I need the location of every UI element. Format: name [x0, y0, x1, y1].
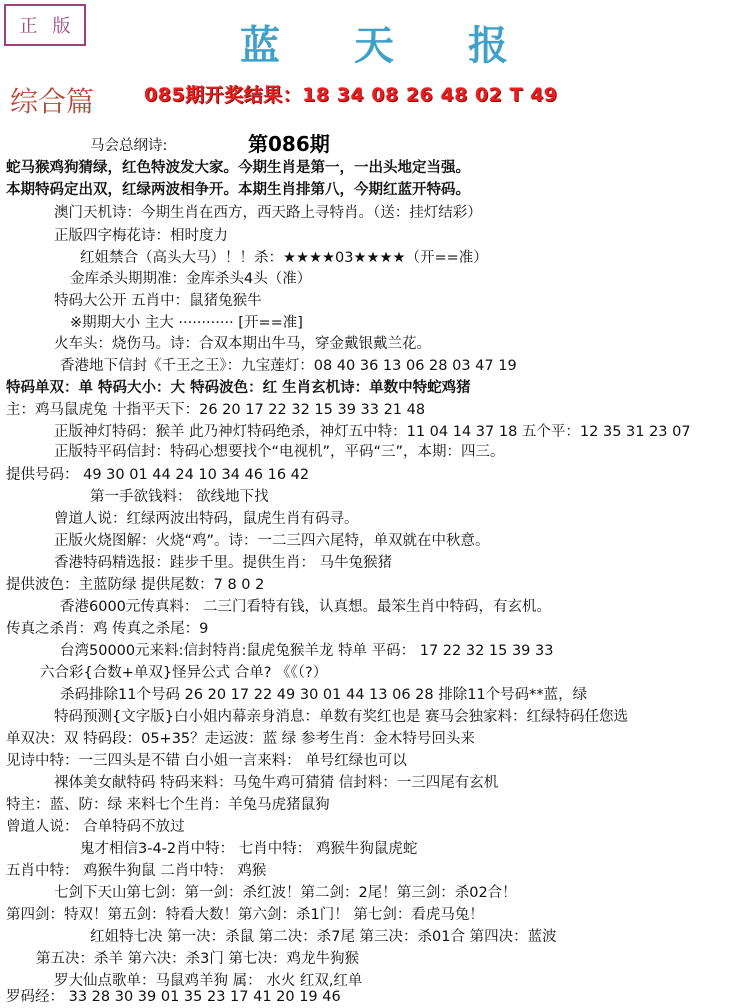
text-line: 传真之杀肖：鸡 传真之杀尾：9 — [6, 621, 209, 637]
text-line: 第四剑：特双！第五剑：特看大数！第六剑：杀1门！ 第七剑：看虎马兔！ — [6, 907, 484, 923]
text-line: 提供号码： 49 30 01 44 24 10 34 46 16 42 — [6, 467, 310, 483]
title-char: 蓝 — [240, 22, 282, 69]
text-line: 杀码排除11个号码 26 20 17 22 49 30 01 44 13 06 28 排除11个号码**蓝，绿 — [60, 687, 588, 703]
text-line: 六合彩{合数+单双}怪异公式 合单? 《《（?） — [40, 665, 328, 681]
title-char: 天 — [354, 22, 396, 69]
authentic-badge — [4, 4, 86, 46]
section-heading: 综合篇 — [10, 85, 95, 118]
text-line: 主：鸡马鼠虎兔 十指平天下：26 20 17 22 32 15 39 33 21 48 — [6, 402, 426, 418]
text-line: 曾道人说： 合单特码不放过 — [6, 819, 185, 835]
text-line: 正版神灯特码：猴羊 此乃神灯特码绝杀，神灯五中特：11 04 14 37 18 五个平：12 35 31 23 07 — [54, 424, 691, 440]
text-line: 金库杀头期期准：金库杀头4头（准） — [70, 271, 312, 287]
text-line: 特主：蓝、防：绿 来料七个生肖：羊兔马虎猪鼠狗 — [6, 797, 330, 813]
title-char: 报 — [468, 22, 510, 69]
text-line: 香港特码精选报：跬步千里。提供生肖： 马牛兔猴猪 — [54, 555, 393, 571]
text-line: 单双决：双 特码段：05+35？走运波：蓝 绿 参考生肖：金木特号回头来 — [6, 731, 475, 747]
text-line: 红姐禁合（高头大马）！！杀：★★★★03★★★★（开==准） — [80, 250, 488, 266]
text-line: 香港地下信封《千王之王》：九宝莲灯：08 40 36 13 06 28 03 47 19 — [60, 358, 517, 374]
text-line: 澳门天机诗：今期生肖在西方，西天路上寻特肖。（送：挂灯结彩） — [54, 205, 482, 221]
text-line: 鬼才相信3-4-2肖中特： 七肖中特： 鸡猴牛狗鼠虎蛇 — [80, 841, 418, 857]
text-line: 马会总纲诗: — [90, 138, 168, 154]
text-line: 提供波色：主蓝防绿 提供尾数：7 8 0 2 — [6, 577, 265, 593]
text-line: 火车头：烧伤马。诗：合双本期出牛马，穿金戴银戴兰花。 — [54, 336, 431, 352]
issue-number: 第086期 — [248, 132, 330, 156]
text-line: 蛇马猴鸡狗猜绿，红色特波发大家。今期生肖是第一，一出头地定当强。 — [6, 160, 470, 176]
text-line: 第五决：杀羊 第六决：杀3门 第七决：鸡龙牛狗猴 — [36, 951, 359, 967]
text-line: 正版火烧图解：火烧“鸡”。诗：一二三四六尾特，单双就在中秋意。 — [54, 533, 490, 549]
text-line: 香港6000元传真料： 二三门看特有钱，认真想。最笨生肖中特码，有玄机。 — [60, 599, 552, 615]
text-line: 台湾50000元来料:信封特肖:鼠虎兔猴羊龙 特单 平码： 17 22 32 15 39 33 — [60, 643, 554, 659]
newspaper-title — [240, 14, 510, 71]
text-line: 见诗中特：一三四头是不错 白小姐一言来料： 单号红绿也可以 — [6, 753, 407, 769]
badge-char: 正 — [19, 16, 38, 37]
text-line: 裸体美女献特码 特码来料：马兔牛鸡可猜猜 信封料：一三四尾有玄机 — [54, 775, 499, 791]
badge-char: 版 — [52, 16, 71, 37]
text-line: 本期特码定出双，红绿两波相争开。本期生肖排第八，今期红蓝开特码。 — [6, 182, 470, 198]
text-line: 正版特平码信封：特码心想要找个“电视机”，平码“三”，本期：四三。 — [54, 444, 505, 460]
text-line: 七剑下天山第七剑：第一剑：杀红波！第二剑：2尾！第三剑：杀02合！ — [54, 885, 517, 901]
text-line: ※期期大小 主大 ············ [开==准] — [70, 315, 303, 331]
text-line: 特码预测{文字版}白小姐内幕亲身消息：单数有奖红也是 赛马会独家料：红绿特码任您选 — [54, 709, 629, 725]
text-line: 五肖中特： 鸡猴牛狗鼠 二肖中特： 鸡猴 — [6, 863, 267, 879]
text-line: 特码单双：单 特码大小：大 特码波色：红 生肖玄机诗：单数中特蛇鸡猪 — [6, 380, 471, 396]
previous-draw-result: 085期开奖结果：18 34 08 26 48 02 T 49 — [144, 84, 558, 106]
text-line: 特码大公开 五肖中：鼠猪兔猴牛 — [54, 293, 262, 309]
text-line: 正版四字梅花诗：相时度力 — [54, 228, 228, 244]
text-line: 红姐特七决 第一决：杀鼠 第二决：杀7尾 第三决：杀01合 第四决：蓝波 — [90, 929, 557, 945]
text-line: 曾道人说：红绿两波出特码，鼠虎生肖有码寻。 — [54, 511, 359, 527]
text-line: 第一手欲钱料： 欲线地下找 — [90, 489, 269, 505]
text-line: 罗大仙点歌单：马鼠鸡羊狗 属： 水火 红双,红单 — [54, 973, 363, 989]
text-line: 罗码经： 33 28 30 39 01 35 23 17 41 20 19 46 — [6, 989, 341, 1005]
